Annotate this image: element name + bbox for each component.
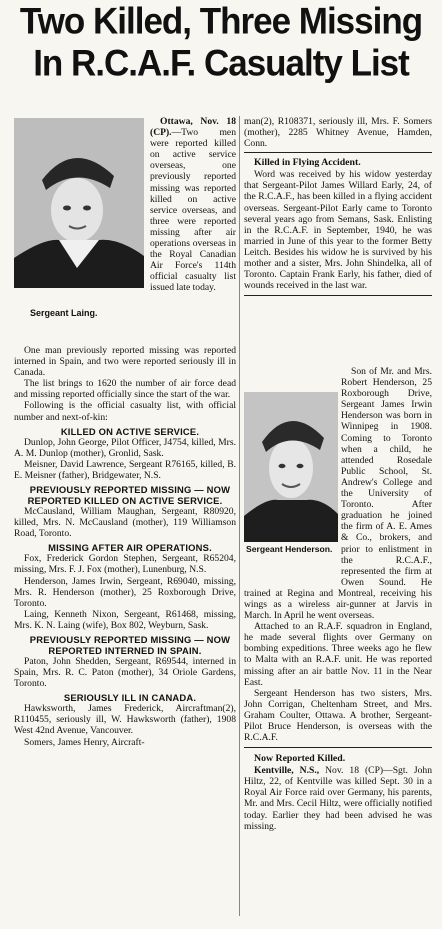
early-story: Word was received by his widow yesterday that Sergeant-Pilot James Willard Early, 24, of the R.C.A.F., has been killed in a flying accident overseas. Sergeant-Pilot Early came to Toronto several years ago from Semans, Sask. Enlisting in the R.C.A.F. in September, 1940, he was married in June of this year to the former Betty Leitch. Besides his widow he is survived by his mother and a sister, Mrs. John Shindelka, all of Toronto. Captain Frank Early, his father, died of wounds received in the last war. xyxy=(244,169,432,292)
laing-portrait-photo xyxy=(14,118,144,288)
entry-hawksworth: Hawksworth, James Frederick, Aircraftman(2), R110455, seriously ill, W. Hawksworth (father), 1908 West 42nd Avenue, Vancouver. xyxy=(14,703,236,737)
left-column xyxy=(14,345,236,748)
henderson-intro: Son of Mr. and Mrs. Robert Henderson, 25 Roxborough Drive, Sergeant James Irwin Henderson was born in Winnipeg in 1908. Coming to Toronto when a child, he attended Rosedale Public School, St. Andrew's College and the University of Toronto. After graduation he joined the firm of A. E. Ames & Co., brokers, and prior to enlistment in the R.C.A.F., represented the firm at Owen Sound. He trained at Regina and Montreal, receiving his wings as a wireless air-gunner at Jarvis in March. In April he went overseas. xyxy=(244,366,432,622)
kentville-dateline: Kentville, N.S., xyxy=(254,765,320,777)
lead-para-4: Following is the official casualty list, with official number and next-of-kin: xyxy=(14,400,236,423)
headline-line-1: Two Killed, Three Missing xyxy=(19,1,423,42)
heading-killed: KILLED ON ACTIVE SERVICE. xyxy=(60,425,200,437)
right-column-top xyxy=(244,116,432,300)
entry-paton: Paton, John Shedden, Sergeant, R69544, interned in Spain, Mrs. R. C. Paton (mother), 34 Oriole Gardens, Toronto. xyxy=(14,655,236,690)
heading-seriously-ill: SERIOUSLY ILL IN CANADA. xyxy=(63,692,197,704)
lead-paragraph-narrow xyxy=(150,116,236,294)
henderson-para-3: Sergeant Henderson has two sisters, Mrs. John Corrigan, Cheltenham Street, and Mrs. Graham Coulter, Ottawa. A brother, Sergeant-Pilot Bruce Henderson, is overseas with the R.C.A.F. xyxy=(244,687,432,744)
entry-mccausland: McCausland, William Maughan, Sergeant, R80920, killed, Mrs. N. McCausland (mother), 119 Williamson Road, Toronto. xyxy=(14,506,236,540)
section-rule-3 xyxy=(244,747,432,748)
henderson-para-2: Attached to an R.A.F. squadron in England, he made several flights over Germany on bombing expeditions. Three weeks ago he flew to Malta with an R.A.F. unit. He was reported missing after an air battle Nov. 11 in the Near East. xyxy=(244,621,432,688)
entry-fox: Fox, Frederick Gordon Stephen, Sergeant, R65204, missing, Mrs. F. J. Fox (mother), Lunenburg, N.S. xyxy=(14,553,236,576)
headline-line-2: In R.C.A.F. Casualty List xyxy=(33,43,409,84)
entry-dunlop: Dunlop, John George, Pilot Officer, J4754, killed, Mrs. A. M. Dunlop (mother), Gronlid, Sask. xyxy=(14,436,236,459)
lead-text: —Two men were reported killed on active service overseas, one previously reported missing was reported killed on active service overseas, and three were reported missing after air operations overseas in the Royal Canadian Air Force's 114th official casualty list issued late today. xyxy=(150,127,236,294)
entry-somers: Somers, James Henry, Aircraft- xyxy=(24,736,145,748)
laing-caption: Sergeant Laing. xyxy=(30,308,98,318)
lead-dateline: Ottawa, Nov. 18 (CP). xyxy=(150,116,236,139)
heading-now-reported-killed: Now Reported Killed. xyxy=(254,753,346,765)
henderson-portrait-photo xyxy=(244,392,338,542)
lead-para-2: One man previously reported missing was reported interned in Spain, and two were reported seriously ill in Canada. xyxy=(14,345,236,379)
entry-henderson: Henderson, James Irwin, Sergeant, R69040, missing, Mrs. R. Henderson (mother), 25 Roxborough Drive, Toronto. xyxy=(14,575,236,609)
section-rule xyxy=(244,152,432,153)
henderson-photo-frame xyxy=(244,392,338,542)
heading-flying-accident: Killed in Flying Accident. xyxy=(254,157,361,169)
heading-interned: PREVIOUSLY REPORTED MISSING — NOW REPORTED INTERNED IN SPAIN. xyxy=(29,633,231,656)
somers-continued: man(2), R108371, seriously ill, Mrs. F. Somers (mother), 2285 Whitney Avenue, Hamden, Conn. xyxy=(244,116,432,150)
lead-para-3: The list brings to 1620 the number of air force dead and missing reported officially since the start of the war. xyxy=(14,378,236,401)
kentville-story: Nov. 18 (CP)—Sgt. John Hiltz, 22, of Kentville was killed Sept. 30 in a Royal Air Force raid over Germany, his parents, Mr. and Mrs. Cecil Hiltz, were officially notified today. Earlier they had been advised he was missing. xyxy=(244,765,432,832)
heading-previously-missing-killed: PREVIOUSLY REPORTED MISSING — NOW REPORTED KILLED ON ACTIVE SERVICE. xyxy=(27,484,231,507)
column-divider xyxy=(239,116,240,916)
heading-missing: MISSING AFTER AIR OPERATIONS. xyxy=(48,542,212,554)
entry-laing: Laing, Kenneth Nixon, Sergeant, R61468, missing, Mrs. K. N. Laing (wife), Box 802, Weyburn, Sask. xyxy=(14,608,236,631)
section-rule-2 xyxy=(244,295,432,296)
henderson-caption: Sergeant Henderson. xyxy=(246,544,333,554)
entry-meisner: Meisner, David Lawrence, Sergeant R76165, killed, B. E. Meisner (father), Bridgewater, N.S. xyxy=(14,458,236,481)
